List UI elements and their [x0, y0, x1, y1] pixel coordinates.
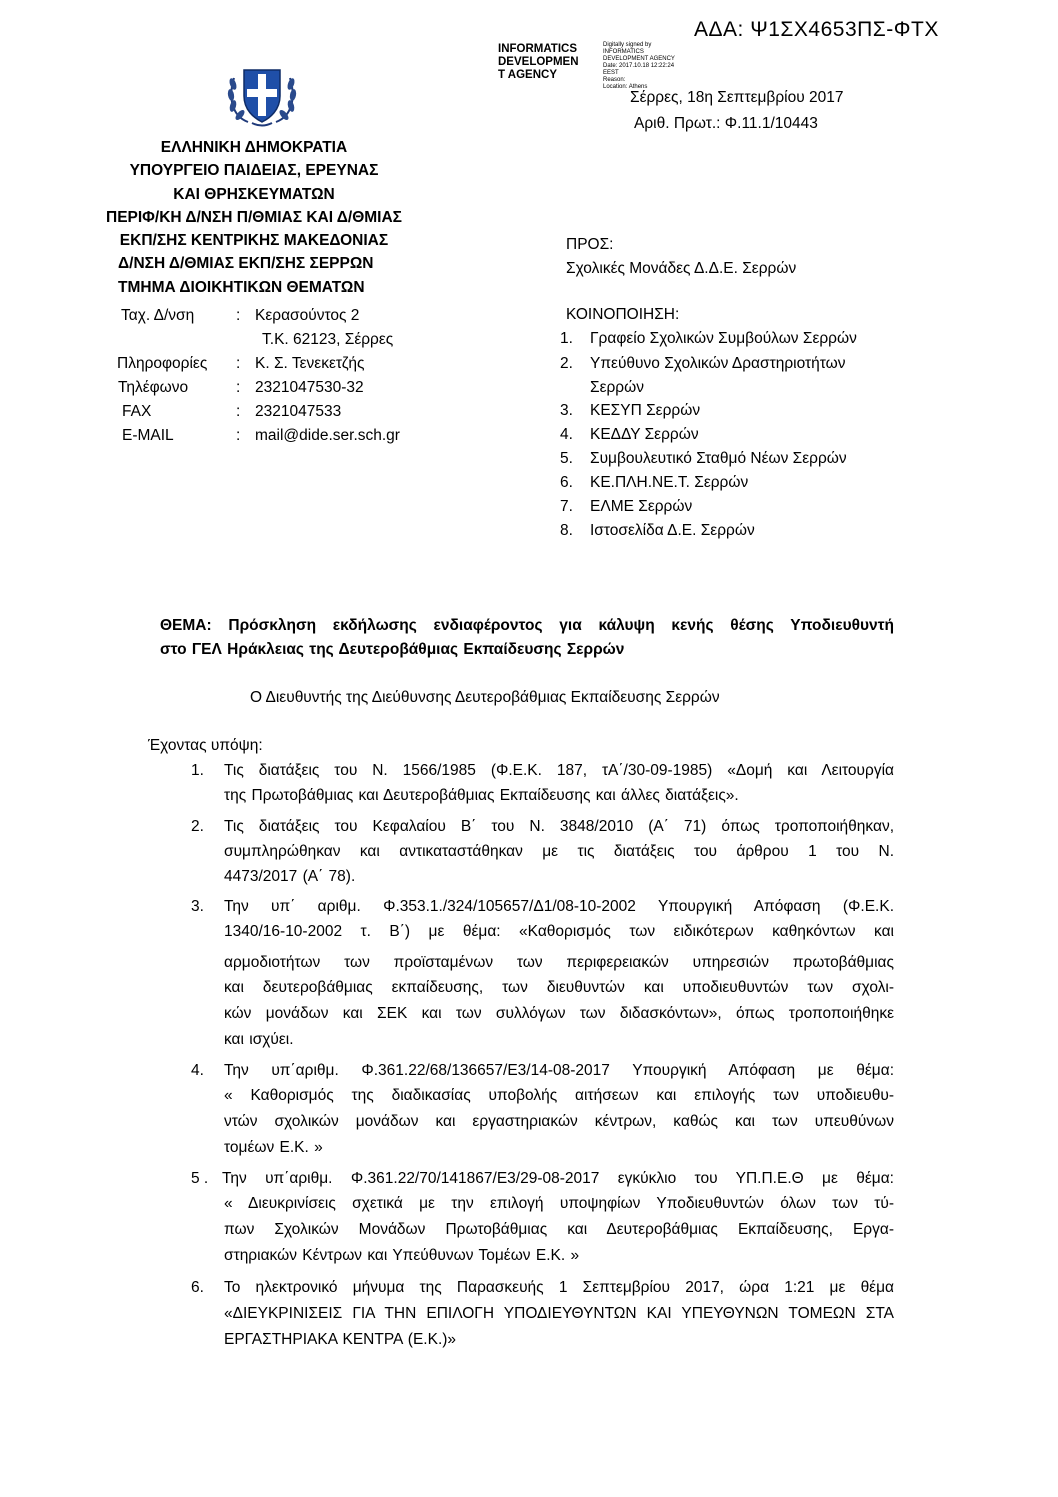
item-line: «ΔΙΕΥΚΡΙΝΙΣΕΙΣ ΓΙΑ ΤΗΝ ΕΠΙΛΟΓΗ ΥΠΟΔΙΕΥΘΥΝΤΩΝ ΚΑΙ ΥΠΕΥΘΥΝΩΝ ΤΟΜΕΩΝ ΣΤΑ	[224, 1305, 894, 1322]
header-line: Δ/ΝΣΗ Δ/ΘΜΙΑΣ ΕΚΠ/ΣΗΣ ΣΕΡΡΩΝ	[118, 255, 374, 273]
cc-item: ΚΕ.ΠΛΗ.ΝΕ.Τ. Σερρών	[590, 474, 749, 491]
signature-detail-line: EEST	[603, 70, 619, 76]
recipient-value: Σχολικές Μονάδες Δ.Δ.Ε. Σερρών	[566, 260, 797, 277]
place-date: Σέρρες, 18η Σεπτεμβρίου 2017	[630, 89, 844, 106]
signature-org-line: DEVELOPMEN	[498, 56, 579, 68]
cc-item: Συμβουλευτικό Σταθμό Νέων Σερρών	[590, 450, 847, 467]
contact-value: 2321047530-32	[255, 379, 364, 396]
contact-value: Τ.Κ. 62123, Σέρρες	[262, 331, 394, 348]
item-line: Την υπ΄ αριθμ. Φ.353.1./324/105657/Δ1/08-10-2002 Υπουργική Απόφαση (Φ.Ε.Κ.	[224, 898, 894, 915]
item-line: πων Σχολικών Μονάδων Πρωτοβάθμιας και Δευτεροβάθμιας Εκπαίδευσης, Εργα-	[224, 1221, 894, 1238]
item-line: και ισχύει.	[224, 1031, 294, 1048]
cc-label: ΚΟΙΝΟΠΟΙΗΣΗ:	[566, 306, 680, 323]
contact-value: Κερασούντος 2	[255, 307, 360, 324]
item-line: στηριακών Κέντρων και Υπεύθυνων Τομέων Ε.Κ. »	[224, 1247, 580, 1264]
item-line: Τις διατάξεις του Ν. 1566/1985 (Φ.Ε.Κ. 187, τΑ΄/30-09-1985) «Δομή και Λειτουργία	[224, 762, 894, 779]
cc-num: 7.	[560, 498, 573, 515]
signature-org-line: INFORMATICS	[498, 43, 578, 55]
cc-item: ΚΕΔΔΥ Σερρών	[590, 426, 699, 443]
ada-code: ΑΔΑ: Ψ1ΣΧ4653ΠΣ-ΦΤΧ	[694, 18, 939, 41]
contact-label: E-MAIL	[122, 427, 174, 444]
contact-sep: :	[236, 427, 241, 444]
item-line: Το ηλεκτρονικό μήνυμα της Παρασκευής 1 Σεπτεμβρίου 2017, ώρα 1:21 με θέμα	[224, 1279, 894, 1296]
cc-num: 2.	[560, 355, 573, 372]
contact-label: Ταχ. Δ/νση	[121, 307, 195, 324]
contact-sep: :	[236, 403, 241, 420]
header-line: ΕΚΠ/ΣΗΣ ΚΕΝΤΡΙΚΗΣ ΜΑΚΕΔΟΝΙΑΣ	[119, 232, 389, 250]
item-line: 1340/16-10-2002 τ. Β΄) με θέμα: «Καθορισμός των ειδικότερων καθηκόντων και	[224, 923, 894, 940]
item-line: « Καθορισμός της διαδικασίας υποβολής αιτήσεων και επιλογής των υποδιευθυ-	[224, 1087, 894, 1104]
contact-sep: :	[236, 355, 241, 372]
cc-item: ΕΛΜΕ Σερρών	[590, 498, 693, 515]
header-line: ΚΑΙ ΘΡΗΣΚΕΥΜΑΤΩΝ	[173, 185, 335, 203]
greek-emblem-icon	[222, 62, 302, 128]
item-line: ΕΡΓΑΣΤΗΡΙΑΚΑ ΚΕΝΤΡΑ (Ε.Κ.)»	[224, 1331, 457, 1348]
ministry-header	[104, 136, 404, 299]
considering-label: Έχοντας υπόψη:	[148, 737, 263, 754]
contact-sep: :	[236, 379, 241, 396]
contact-label: Τηλέφωνο	[118, 379, 189, 396]
subject-line: στο ΓΕΛ Ηράκλειας της Δευτεροβάθμιας Εκπαίδευσης Σερρών	[160, 641, 625, 658]
item-line: Την υπ΄αριθμ. Φ.361.22/68/136657/Ε3/14-08-2017 Υπουργική Απόφαση με θέμα:	[224, 1062, 894, 1079]
director-line: Ο Διευθυντής της Διεύθυνσης Δευτεροβάθμιας Εκπαίδευσης Σερρών	[250, 689, 720, 706]
signature-detail-line: INFORMATICS	[603, 49, 644, 55]
signature-detail-line: DEVELOPMENT AGENCY	[603, 56, 675, 62]
item-line: και δευτεροβάθμιας εκπαίδευσης, των διευθυντών και υποδιευθυντών των σχολι-	[224, 979, 894, 996]
cc-item: Υπεύθυνο Σχολικών Δραστηριοτήτων	[590, 355, 846, 372]
item-number: 1.	[191, 762, 204, 779]
signature-detail-line: Date: 2017.10.18 12:22:24	[603, 63, 675, 69]
cc-num: 3.	[560, 402, 573, 419]
protocol-number: Αριθ. Πρωτ.: Φ.11.1/10443	[634, 115, 818, 132]
subject-text: ΘΕΜΑ: Πρόσκληση εκδήλωσης ενδιαφέροντος για κάλυψη κενής θέσης Υποδιευθυντή	[160, 617, 894, 634]
cc-item: Γραφείο Σχολικών Συμβούλων Σερρών	[590, 330, 857, 347]
cc-num: 5.	[560, 450, 573, 467]
item-line: κών μονάδων και ΣΕΚ και των συλλόγων των διδασκόντων», όπως τροποποιήθηκε	[224, 1005, 894, 1022]
item-line: ντών σχολικών μονάδων και εργαστηριακών κέντρων, καθώς και των υπευθύνων	[224, 1113, 894, 1130]
header-line: ΤΜΗΜΑ ΔΙΟΙΚΗΤΙΚΩΝ ΘΕΜΑΤΩΝ	[118, 278, 365, 296]
header-line: ΥΠΟΥΡΓΕΙΟ ΠΑΙΔΕΙΑΣ, ΕΡΕΥΝΑΣ	[129, 162, 379, 180]
item-number: 3.	[191, 898, 204, 915]
cc-num: 4.	[560, 426, 573, 443]
item-number: 6.	[191, 1279, 204, 1296]
header-line: ΠΕΡΙΦ/ΚΗ Δ/ΝΣΗ Π/ΘΜΙΑΣ ΚΑΙ Δ/ΘΜΙΑΣ	[106, 208, 402, 226]
cc-num: 6.	[560, 474, 573, 491]
cc-num: 8.	[560, 522, 573, 539]
signature-details	[603, 42, 675, 91]
contact-value: 2321047533	[255, 403, 342, 420]
signature-org-line: T AGENCY	[498, 69, 557, 81]
contact-label: Πληροφορίες	[117, 355, 208, 372]
item-number: 2.	[191, 818, 204, 835]
item-line: Τις διατάξεις του Κεφαλαίου Β΄ του Ν. 3848/2010 (Α΄ 71) όπως τροποποιήθηκαν,	[224, 818, 894, 835]
item-line: συμπληρώθηκαν και αντικαταστάθηκαν με τις διατάξεις του άρθρου 1 του Ν.	[224, 843, 894, 860]
item-line: Την υπ΄αριθμ. Φ.361.22/70/141867/Ε3/29-08-2017 εγκύκλιο του ΥΠ.Π.Ε.Θ με θέμα:	[222, 1170, 894, 1187]
item-line: 4473/2017 (Α΄ 78).	[224, 868, 356, 885]
signature-detail-line: Reason:	[603, 77, 626, 83]
contact-email: mail@dide.ser.sch.gr	[255, 427, 400, 444]
item-line: τομέων Ε.Κ. »	[224, 1139, 323, 1156]
signature-detail-line: Location: Athens	[603, 84, 648, 90]
subject-line	[160, 617, 894, 635]
contact-sep: :	[236, 307, 241, 324]
item-number: 5 .	[191, 1170, 209, 1187]
contact-value: Κ. Σ. Τενεκετζής	[255, 355, 365, 372]
contact-label: FAX	[122, 403, 152, 420]
cc-item: ΚΕΣΥΠ Σερρών	[590, 402, 701, 419]
cc-item: Ιστοσελίδα Δ.Ε. Σερρών	[590, 522, 755, 539]
item-line: « Διευκρινίσεις σχετικά με την επιλογή υποψηφίων Υποδιευθυντών όλων των τύ-	[224, 1195, 894, 1212]
signature-detail-line: Digitally signed by	[603, 42, 652, 48]
item-line: αρμοδιοτήτων των προϊσταμένων των περιφερειακών υπηρεσιών πρωτοβάθμιας	[224, 954, 894, 971]
header-line: ΕΛΛΗΝΙΚΗ ΔΗΜΟΚΡΑΤΙΑ	[160, 139, 348, 156]
item-line: της Πρωτοβάθμιας και Δευτεροβάθμιας Εκπαίδευσης και άλλες διατάξεις».	[224, 787, 739, 804]
recipient-label: ΠΡΟΣ:	[566, 236, 614, 253]
cc-num: 1.	[560, 330, 573, 347]
item-number: 4.	[191, 1062, 204, 1079]
cc-item: Σερρών	[590, 379, 644, 396]
signature-org	[498, 43, 579, 82]
